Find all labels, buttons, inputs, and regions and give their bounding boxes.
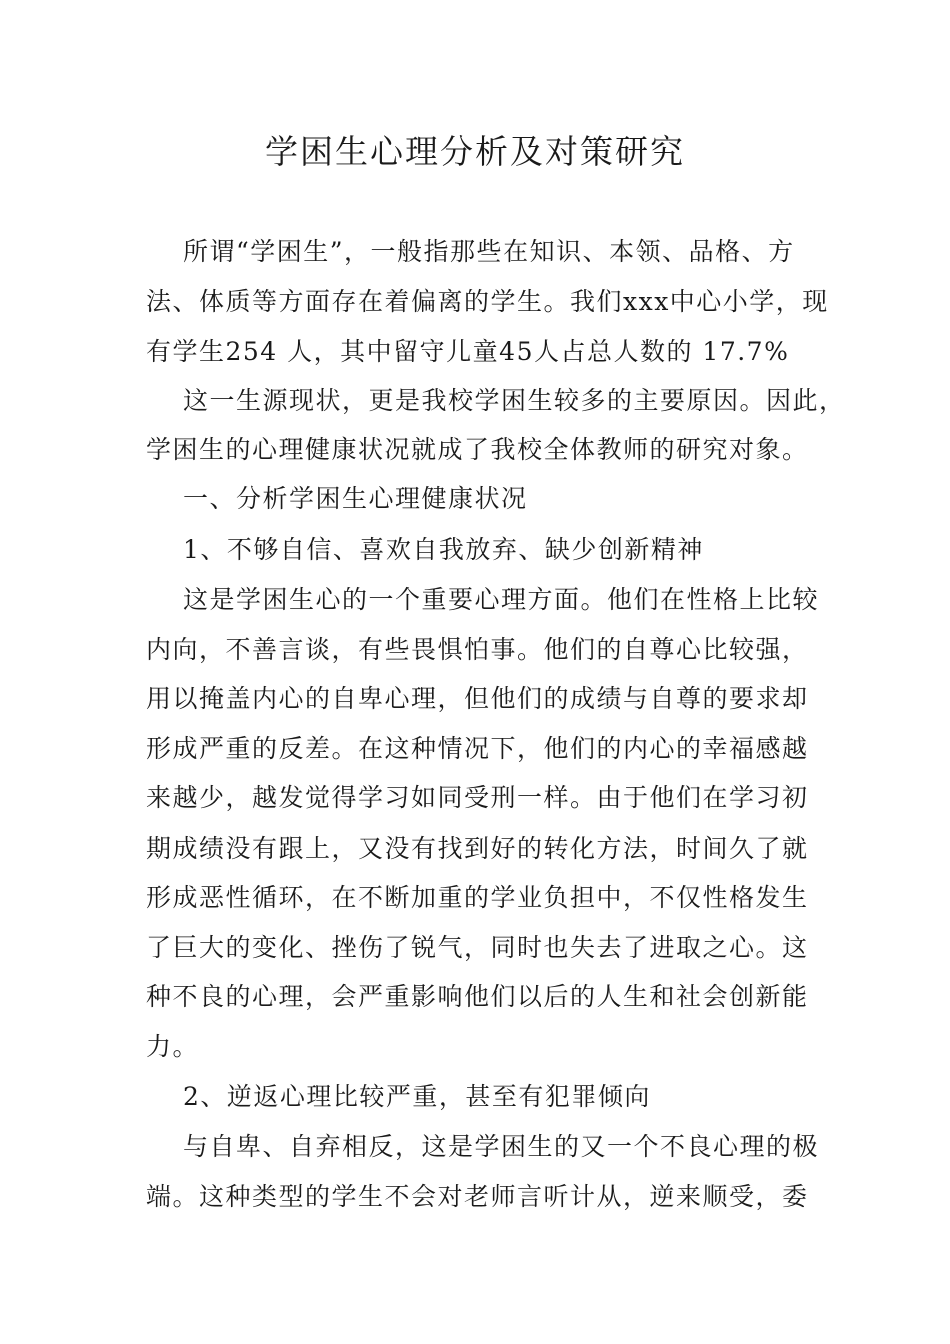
subsection-heading: 1、不够自信、喜欢自我放弃、缺少创新精神 (183, 535, 704, 564)
document-title: 学困生心理分析及对策研究 (265, 132, 685, 171)
paragraph-line: 这是学困生心的一个重要心理方面。他们在性格上比较 (183, 585, 820, 614)
paragraph-line: 与自卑、自弃相反，这是学困生的又一个不良心理的极 (183, 1132, 820, 1161)
paragraph-line: 所谓“学困生”，一般指那些在知识、本领、品格、方 (183, 237, 795, 266)
paragraph-line: 有学生254 人，其中留守儿童45人占总人数的 17.7% (146, 337, 790, 366)
paragraph-line: 形成恶性循环，在不断加重的学业负担中，不仅性格发生 (146, 883, 809, 912)
paragraph-line: 端。这种类型的学生不会对老师言听计从，逆来顺受，委 (146, 1182, 809, 1211)
paragraph-line: 法、体质等方面存在着偏离的学生。我们xxx中心小学，现 (146, 287, 829, 316)
paragraph-line: 学困生的心理健康状况就成了我校全体教师的研究对象。 (146, 435, 809, 464)
paragraph-line: 内向，不善言谈，有些畏惧怕事。他们的自尊心比较强， (146, 635, 809, 664)
paragraph-line: 力。 (146, 1032, 200, 1061)
paragraph-line: 这一生源现状，更是我校学困生较多的主要原因。因此， (183, 386, 846, 415)
paragraph-line: 期成绩没有跟上，又没有找到好的转化方法，时间久了就 (146, 834, 809, 863)
section-heading: 一、分析学困生心理健康状况 (183, 484, 528, 513)
paragraph-line: 来越少，越发觉得学习如同受刑一样。由于他们在学习初 (146, 783, 809, 812)
paragraph-line: 了巨大的变化、挫伤了锐气，同时也失去了进取之心。这 (146, 933, 809, 962)
paragraph-line: 用以掩盖内心的自卑心理，但他们的成绩与自尊的要求却 (146, 684, 809, 713)
paragraph-line: 形成严重的反差。在这种情况下，他们的内心的幸福感越 (146, 734, 809, 763)
paragraph-line: 种不良的心理，会严重影响他们以后的人生和社会创新能 (146, 982, 809, 1011)
subsection-heading: 2、逆返心理比较严重，甚至有犯罪倾向 (183, 1082, 651, 1111)
